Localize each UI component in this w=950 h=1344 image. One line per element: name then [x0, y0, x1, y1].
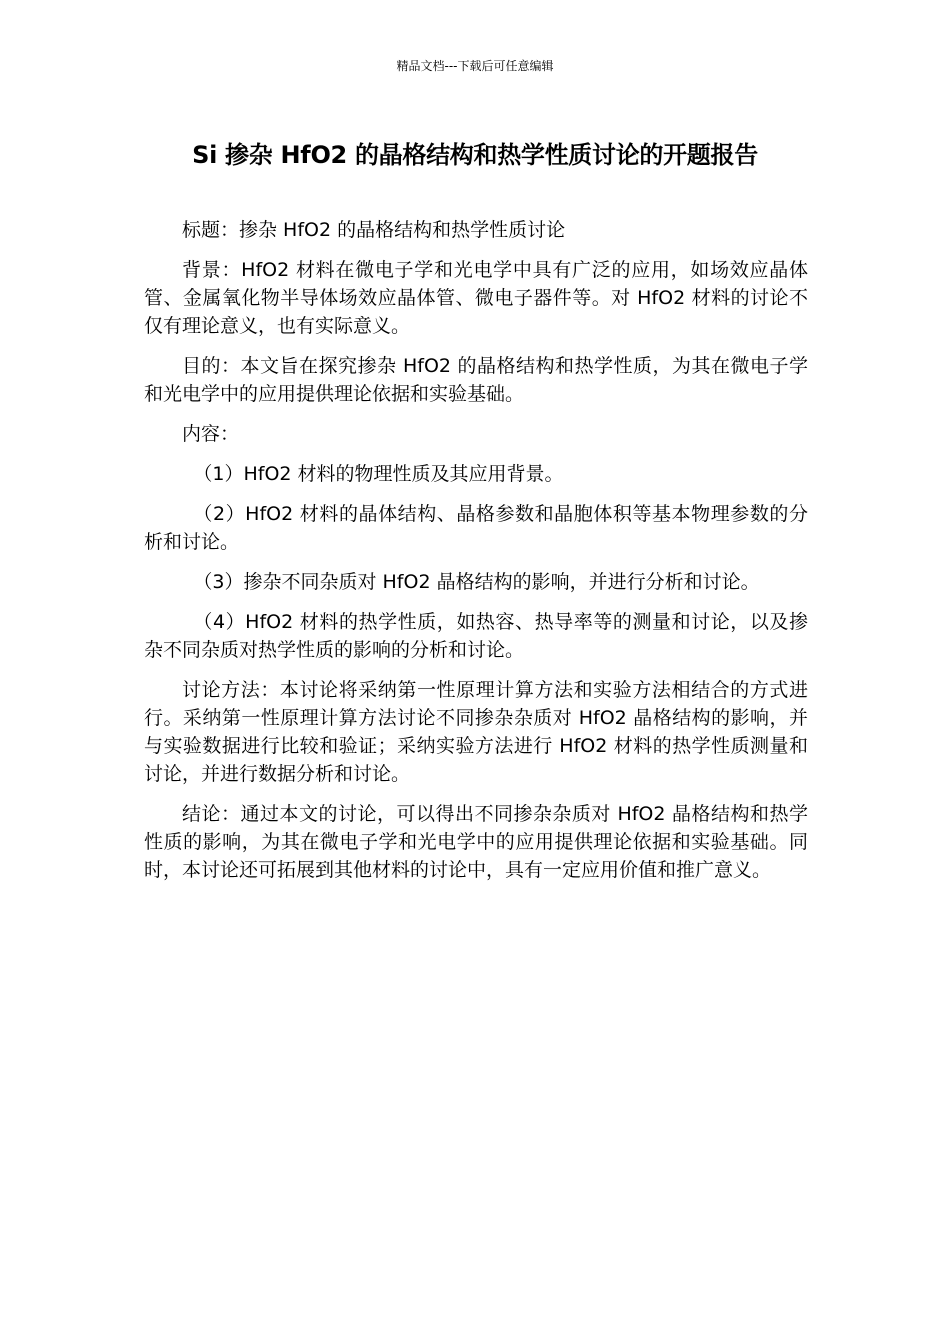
- content-item-4: （4）HfO2 材料的热学性质，如热容、热导率等的测量和讨论，以及掺杂不同杂质对热学性质的影响的分析和讨论。: [144, 611, 808, 661]
- header-note: 精品文档---下载后可任意编辑: [396, 59, 554, 73]
- content-item-1: （1）HfO2 材料的物理性质及其应用背景。: [193, 463, 564, 485]
- paragraph-content-heading: 内容：: [182, 423, 240, 445]
- paragraph-method: 讨论方法：本讨论将采纳第一性原理计算方法和实验方法相结合的方式进行。采纳第一性原理计算方法讨论不同掺杂杂质对 HfO2 晶格结构的影响，并与实验数据进行比较和验证；采纳实验方法进行 HfO2 材料的热学性质测量和讨论，并进行数据分析和讨论。: [144, 679, 808, 785]
- paragraph-background: 背景：HfO2 材料在微电子学和光电学中具有广泛的应用，如场效应晶体管、金属氧化物半导体场效应晶体管、微电子器件等。对 HfO2 材料的讨论不仅有理论意义，也有实际意义。: [144, 259, 808, 337]
- document-body: [144, 216, 808, 896]
- paragraph-conclusion: 结论：通过本文的讨论，可以得出不同掺杂杂质对 HfO2 晶格结构和热学性质的影响，为其在微电子学和光电学中的应用提供理论依据和实验基础。同时，本讨论还可拓展到其他材料的讨论中，具有一定应用价值和推广意义。: [144, 803, 808, 881]
- paragraph-purpose: 目的：本文旨在探究掺杂 HfO2 的晶格结构和热学性质，为其在微电子学和光电学中的应用提供理论依据和实验基础。: [144, 355, 808, 405]
- content-item-3: （3）掺杂不同杂质对 HfO2 晶格结构的影响，并进行分析和讨论。: [193, 571, 760, 593]
- content-item-2: （2）HfO2 材料的晶体结构、晶格参数和晶胞体积等基本物理参数的分析和讨论。: [144, 503, 808, 553]
- document-title: Si 掺杂 HfO2 的晶格结构和热学性质讨论的开题报告: [192, 141, 758, 169]
- paragraph-subject: 标题：掺杂 HfO2 的晶格结构和热学性质讨论: [182, 219, 566, 241]
